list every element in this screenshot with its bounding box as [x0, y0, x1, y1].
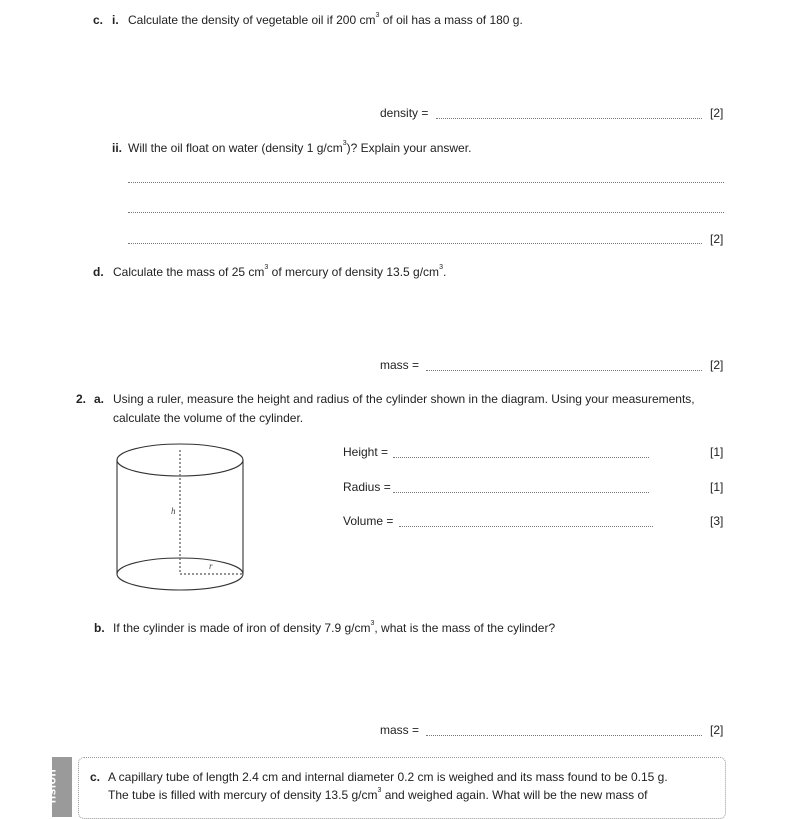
q1ci-text-a: Calculate the density of vegetable oil if 200 cm: [128, 13, 376, 27]
answer-line-2[interactable]: [128, 212, 724, 213]
q2a-line1: Using a ruler, measure the height and radius of the cylinder shown in the diagram. Using your measurements,: [113, 392, 695, 406]
extension-tab-label: nsion: [44, 768, 59, 804]
q1d-text-b: of mercury of density 13.5 g/cm: [268, 265, 440, 279]
q1d-answer-line[interactable]: [426, 370, 702, 371]
radius-marks: [1]: [710, 480, 724, 494]
q1d-marks: [2]: [710, 358, 724, 372]
q1d-text-c: .: [442, 265, 447, 279]
q1ci-label: i.: [112, 13, 119, 27]
volume-label: Volume =: [343, 514, 394, 528]
q1cii-sup: 3: [342, 140, 347, 147]
q1cii-text-b: )? Explain your answer.: [346, 141, 472, 155]
q2a-line2: calculate the volume of the cylinder.: [113, 411, 304, 425]
q1d-label: d.: [93, 265, 104, 279]
height-label: Height =: [343, 445, 389, 459]
q2b-sup: 3: [370, 620, 375, 627]
q2c-line1: A capillary tube of length 2.4 cm and internal diameter 0.2 cm is weighed and its mass found to be 0.15 g.: [108, 770, 668, 784]
q1cii-text-a: Will the oil float on water (density 1 g/cm: [128, 141, 343, 155]
answer-line-1[interactable]: [128, 182, 724, 183]
volume-answer-line[interactable]: [399, 526, 653, 527]
q2b-answer-label: mass =: [380, 723, 420, 737]
q2b-label: b.: [94, 621, 105, 635]
q1d-sup-b: 3: [439, 264, 443, 271]
volume-marks: [3]: [710, 514, 724, 528]
radius-answer-line[interactable]: [393, 492, 649, 493]
density-answer-label: density =: [380, 106, 429, 120]
q2b-text-b: , what is the mass of the cylinder?: [374, 621, 556, 635]
q1ci-question: [128, 13, 523, 27]
q1d-text-a: Calculate the mass of 25 cm: [113, 265, 265, 279]
q2b-question: [113, 621, 555, 635]
q2c-line2-b: and weighed again. What will be the new mass of: [381, 788, 648, 802]
q2b-marks: [2]: [710, 723, 724, 737]
cylinder-diagram: [108, 438, 252, 600]
density-answer-line[interactable]: [436, 118, 702, 119]
q2b-text-a: If the cylinder is made of iron of density 7.9 g/cm: [113, 621, 371, 635]
q2c-label: c.: [90, 770, 101, 784]
h-label: h: [171, 506, 176, 516]
q1ci-text-b: of oil has a mass of 180 g.: [379, 13, 523, 27]
answer-line-3[interactable]: [128, 243, 702, 244]
q1c-label: c.: [93, 13, 104, 27]
q1ci-sup: 3: [375, 12, 380, 19]
q1ci-marks: [2]: [710, 106, 724, 120]
q2c-line2-a: The tube is filled with mercury of density 13.5 g/cm: [108, 788, 378, 802]
q1cii-label: ii.: [112, 141, 123, 155]
height-answer-line[interactable]: [393, 457, 649, 458]
height-marks: [1]: [710, 445, 724, 459]
q1d-sup-a: 3: [264, 264, 269, 271]
q2b-answer-line[interactable]: [426, 735, 702, 736]
radius-label: Radius =: [343, 480, 391, 494]
r-label: r: [209, 561, 213, 571]
q2c-sup: 3: [377, 787, 382, 794]
q1d-answer-label: mass =: [380, 358, 420, 372]
q2a-label: a.: [94, 392, 105, 406]
q1cii-question: [128, 141, 471, 155]
q2-number: 2.: [76, 392, 87, 406]
q1d-question: [113, 265, 446, 279]
q1cii-marks: [2]: [710, 232, 724, 246]
extension-tab: [44, 757, 72, 817]
